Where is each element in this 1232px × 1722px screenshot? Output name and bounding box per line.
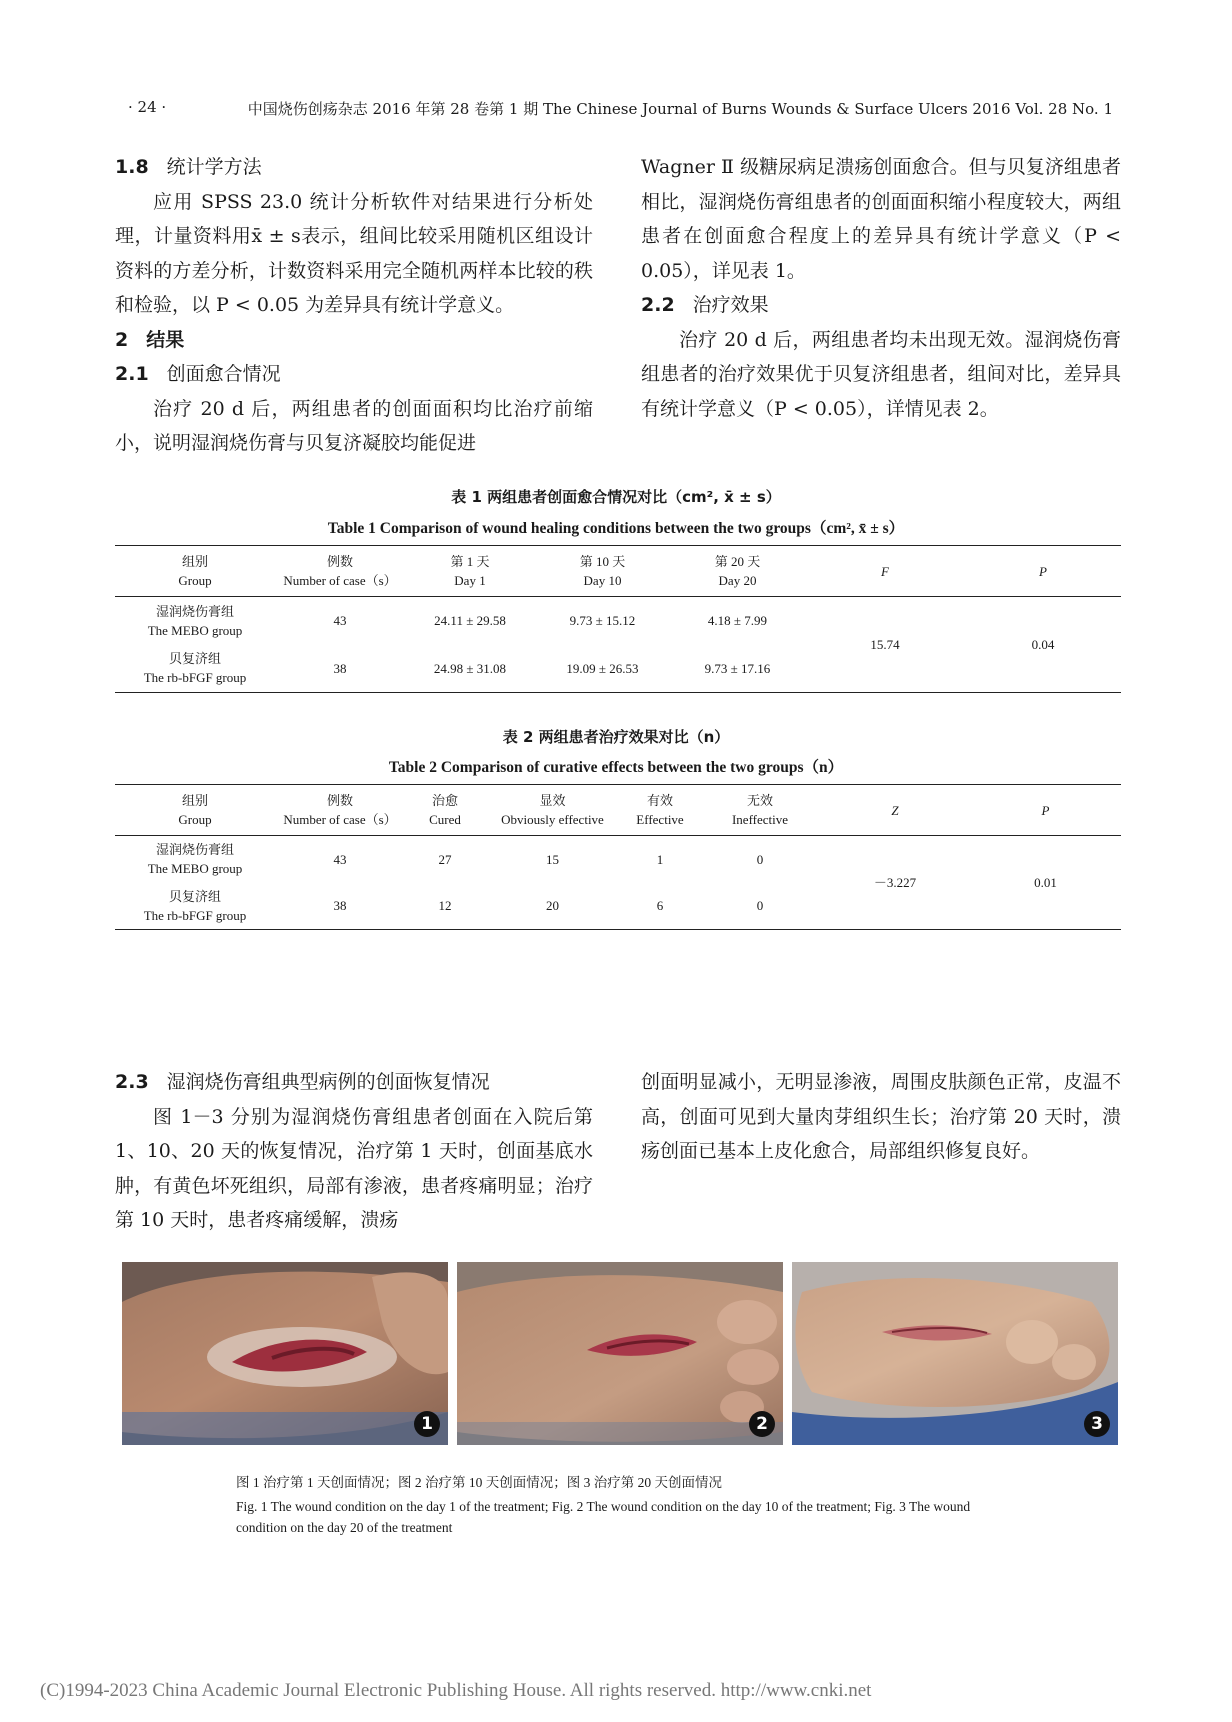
table1-caption-zh: 表 1 两组患者创面愈合情况对比（cm², x̄ ± s） (451, 488, 781, 506)
table1-cell-group: 贝复济组 The rb-bFGF group (143, 651, 247, 686)
table2-cell-ineffective: 0 (756, 851, 764, 867)
table2 (115, 784, 1121, 930)
section-2-2-text: 治疗 20 d 后，两组患者均未出现无效。湿润烧伤膏组患者的治疗效果优于贝复济组患者，组间对比，差异具有统计学意义（P < 0.05），详情见表 2。 (641, 328, 1121, 420)
table1-header-day1: 第 1 天 Day 1 (450, 554, 490, 588)
table1-header-row (115, 546, 1121, 597)
table1-cell-d10: 19.09 ± 26.53 (566, 660, 639, 676)
table1-header-p: P (1039, 563, 1047, 579)
figure-caption (236, 1472, 1020, 1538)
table1-cell-d10: 9.73 ± 15.12 (569, 613, 636, 629)
figure-1-number: 1 (414, 1411, 440, 1437)
table2-cell-group: 贝复济组 The rb-bFGF group (143, 888, 247, 923)
table1-header-day10: 第 10 天 Day 10 (579, 554, 626, 588)
table1-cell-n: 38 (333, 660, 347, 676)
figure-3-number: 3 (1084, 1411, 1110, 1437)
table1-caption-en: Table 1 Comparison of wound healing conditions between the two groups（cm², x̄ ± s） (327, 520, 905, 537)
table1-header-day20: 第 20 天 Day 20 (714, 554, 761, 588)
table2-cell-n: 38 (333, 898, 347, 914)
right-column-lower (641, 1065, 1121, 1169)
table2-header-effective: 有效 Effective (636, 793, 684, 827)
table1-cell-d20: 4.18 ± 7.99 (707, 613, 768, 629)
table2-header-cases: 例数 Number of case（s） (283, 793, 397, 827)
section-2-3-text: 图 1－3 分别为湿润烧伤膏组患者创面在入院后第 1、10、20 天的恢复情况，治疗第 1 天时，创面基底水肿，有黄色坏死组织，局部有渗液，患者疼痛明显；治疗第 10 天时，患者疼痛缓解，溃疡 (115, 1105, 593, 1231)
table1-header-group: 组别 Group (178, 554, 212, 588)
table2-header-p: P (1041, 802, 1050, 818)
running-head (128, 98, 1113, 122)
figure-2-number: 2 (749, 1411, 775, 1437)
figure-caption-zh: 图 1 治疗第 1 天创面情况；图 2 治疗第 10 天创面情况；图 3 治疗第 20 天创面情况 (236, 1475, 722, 1490)
copyright-footer: (C)1994-2023 China Academic Journal Electronic Publishing House. All rights reserved. http://www.cnki.net (40, 1680, 872, 1701)
figure-row (122, 1262, 1118, 1445)
section-heading-2-3: 2.3 湿润烧伤膏组典型病例的创面恢复情况 (115, 1071, 490, 1093)
table2-cell-ineffective: 0 (756, 898, 764, 914)
right-column-upper (641, 150, 1121, 426)
section-heading-2-1: 2.1 创面愈合情况 (115, 363, 281, 385)
table1 (115, 545, 1121, 693)
table2-cell-effective: 6 (656, 898, 664, 914)
table1-cell-p: 0.04 (1031, 637, 1055, 652)
section-heading-2: 2 结果 (115, 328, 185, 351)
table2-cell-obvious: 20 (546, 898, 559, 914)
section-2-1-text: 治疗 20 d 后，两组患者的创面面积均比治疗前缩小，说明湿润烧伤膏与贝复济凝胶均能促进 (115, 397, 593, 454)
left-column-upper (115, 150, 593, 461)
figure-caption-en: Fig. 1 The wound condition on the day 1 of the treatment; Fig. 2 The wound condition on the day 10 of the treatment; Fig. 3 The wound condition on the day 20 of the treatment (236, 1499, 971, 1535)
table2-cell-p: 0.01 (1034, 875, 1057, 890)
journal-title: 中国烧伤创疡杂志 2016 年第 28 卷第 1 期 The Chinese Journal of Burns Wounds & Surface Ulcers 2016 Vol. 28 No. 1 (247, 100, 1113, 118)
table2-cell-effective: 1 (656, 851, 664, 867)
table2-cell-n: 43 (333, 851, 347, 867)
table1-cell-group: 湿润烧伤膏组 The MEBO group (147, 603, 243, 638)
table2-caption-zh: 表 2 两组患者治疗效果对比（n） (502, 728, 730, 746)
page-number: · 24 · (128, 98, 167, 116)
section-1-8-text: 应用 SPSS 23.0 统计分析软件对结果进行分析处理，计量资料用x̄ ± s表示，组间比较采用随机区组设计资料的方差分析，计数资料采用完全随机两样本比较的秩和检验，以 P < 0.05 为差异具有统计学意义。 (115, 190, 593, 316)
section-2-3-continued: 创面明显减小，无明显渗液，周围皮肤颜色正常，皮温不高，创面可见到大量肉芽组织生长；治疗第 20 天时，溃疡创面已基本上皮化愈合，局部组织修复良好。 (641, 1071, 1121, 1162)
table2-cell-obvious: 15 (546, 851, 559, 867)
table1-cell-d20: 9.73 ± 17.16 (704, 660, 771, 676)
table1-cell-d1: 24.98 ± 31.08 (433, 660, 507, 676)
table2-header-row (115, 785, 1121, 836)
left-column-lower (115, 1065, 593, 1238)
table2-header-obvious: 显效 Obviously effective (501, 793, 604, 827)
section-heading-2-2: 2.2 治疗效果 (641, 294, 769, 316)
table2-caption-en: Table 2 Comparison of curative effects between the two groups（n） (388, 759, 844, 776)
table1-header-f: F (881, 563, 889, 579)
table2-cell-group: 湿润烧伤膏组 The MEBO group (147, 842, 243, 877)
table-row (115, 597, 1121, 645)
section-2-1-continued: Wagner Ⅱ 级糖尿病足溃疡创面愈合。但与贝复济组患者相比，湿润烧伤膏组患者的创面面积缩小程度较大，两组患者在创面愈合程度上的差异具有统计学意义（P < 0.05），详见表 1。 (641, 156, 1121, 282)
table2-cell-cured: 12 (438, 898, 452, 914)
table2-header-z: Z (891, 802, 899, 818)
table2-header-group: 组别 Group (178, 793, 212, 827)
table1-header-cases: 例数 Number of case（s） (283, 554, 397, 588)
table1-cell-n: 43 (333, 613, 347, 629)
figure-2-photo (457, 1262, 783, 1445)
table2-header-ineffective: 无效 Ineffective (731, 793, 789, 827)
section-heading-1-8: 1.8 统计学方法 (115, 156, 262, 178)
table2-cell-z: －3.227 (873, 875, 917, 890)
table1-cell-d1: 24.11 ± 29.58 (434, 613, 506, 629)
table2-header-cured: 治愈 Cured (429, 793, 461, 827)
figure-3-photo (792, 1262, 1118, 1445)
table2-cell-cured: 27 (438, 851, 452, 867)
table1-cell-f: 15.74 (870, 637, 900, 652)
table-row (115, 836, 1121, 883)
figure-1-photo (122, 1262, 448, 1445)
